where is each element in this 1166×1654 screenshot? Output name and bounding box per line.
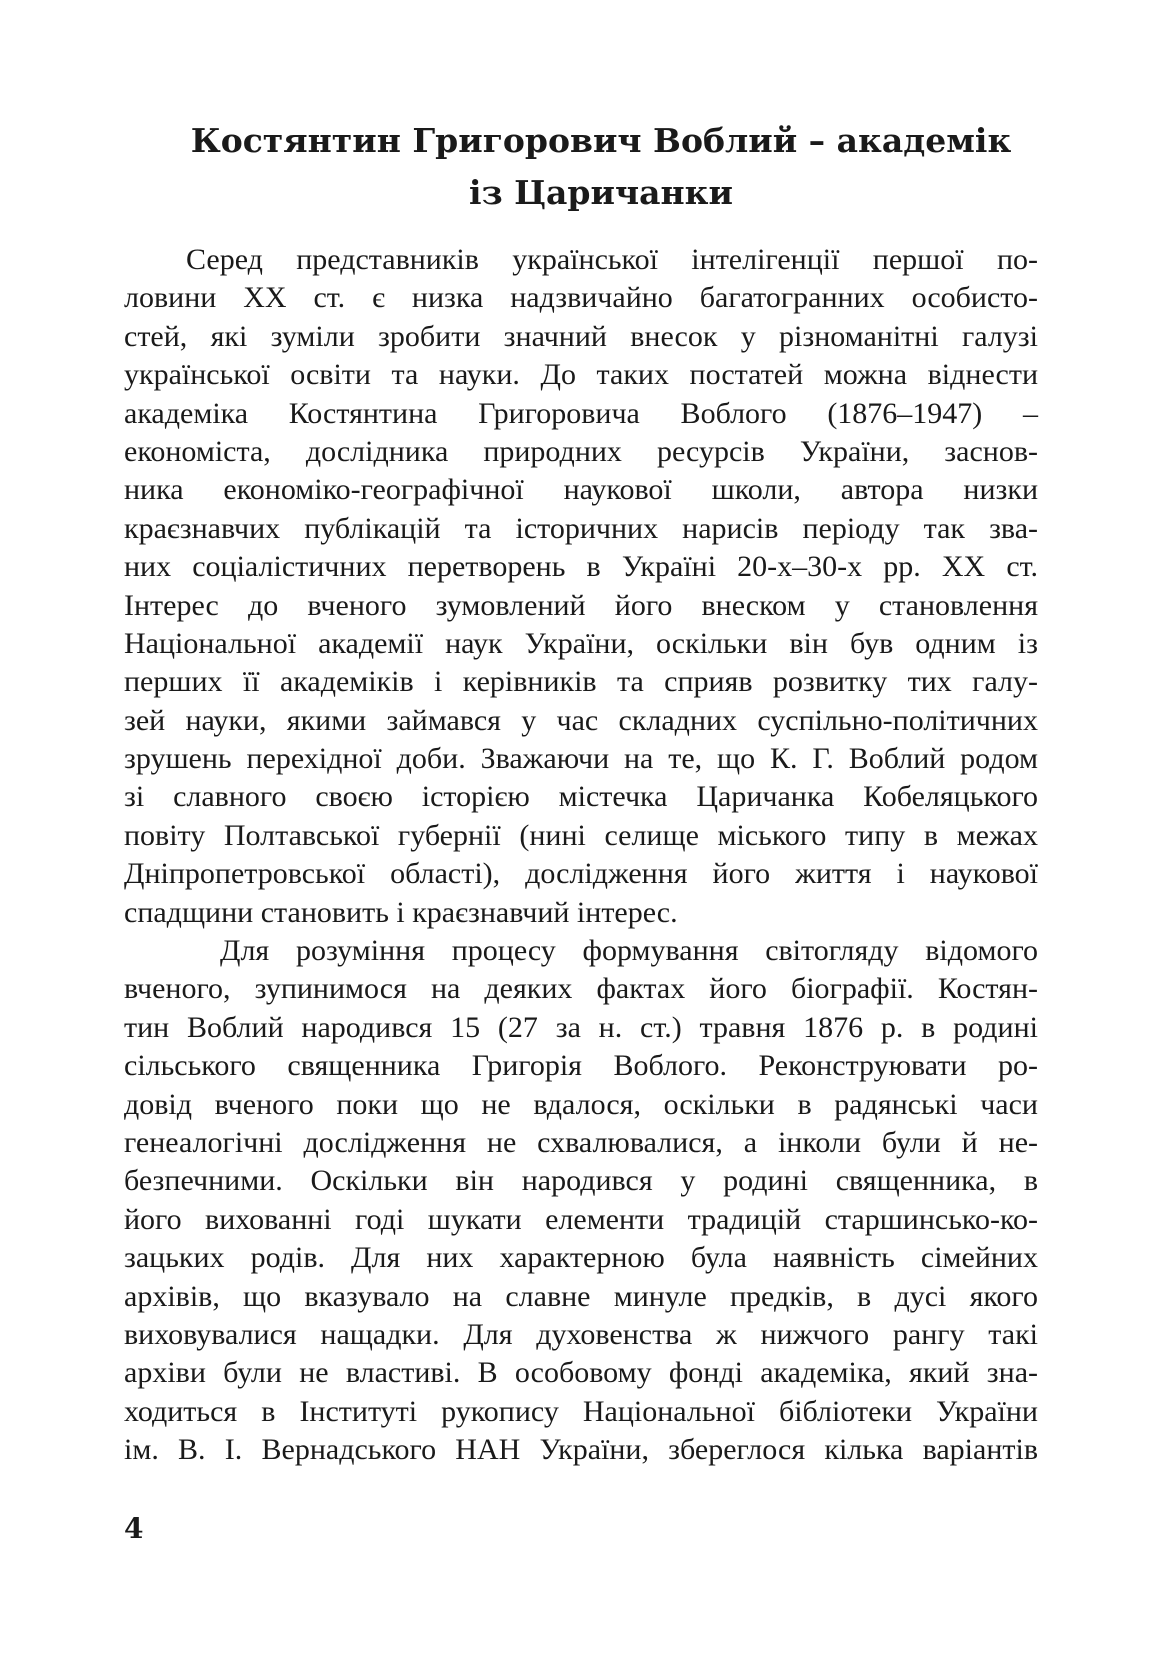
text-line: довід вченого поки що не вдалося, оскільки в радянські часи bbox=[124, 1087, 1038, 1121]
text-line: академіка Костянтина Григоровича Воблого (1876–1947) – bbox=[124, 396, 1038, 430]
paragraph-1 bbox=[124, 241, 1038, 932]
text-line: спадщини становить і краєзнавчий інтерес. bbox=[124, 895, 678, 929]
text-line: зі славного своєю історією містечка Царичанка Кобеляцького bbox=[124, 780, 1038, 814]
text-line: перших її академіків і керівників та сприяв розвитку тих галу- bbox=[124, 665, 1038, 699]
text-line: повіту Полтавської губернії (нині селище міського типу в межах bbox=[124, 818, 1038, 852]
text-line: економіста, дослідника природних ресурсів України, заснов- bbox=[124, 434, 1038, 468]
text-line: ловини XX ст. є низка надзвичайно багатогранних особисто- bbox=[124, 281, 1038, 315]
text-line: виховувалися нащадки. Для духовенства ж нижчого рангу такі bbox=[124, 1317, 1038, 1351]
text-line: сільського священника Григорія Воблого. Реконструювати ро- bbox=[124, 1049, 1038, 1083]
text-line: зацьких родів. Для них характерною була наявність сімейних bbox=[124, 1241, 1038, 1275]
document-page bbox=[124, 115, 1038, 1470]
text-line: ника економіко-географічної наукової школи, автора низки bbox=[124, 473, 1038, 507]
text-line: Серед представників української інтелігенції першої по- bbox=[186, 243, 1038, 276]
text-line: них соціалістичних перетворень в Україні 20-х–30-х рр. XX ст. bbox=[124, 550, 1038, 584]
text-line: генеалогічні дослідження не схвалювалися, а інколи були й не- bbox=[124, 1125, 1038, 1159]
text-line: тин Воблий народився 15 (27 за н. ст.) травня 1876 р. в родині bbox=[124, 1010, 1038, 1044]
chapter-title-line: із Царичанки bbox=[469, 173, 733, 212]
text-line: української освіти та науки. До таких постатей можна віднести bbox=[124, 358, 1038, 392]
text-line: Національної академії наук України, оскільки він був одним із bbox=[124, 626, 1038, 660]
text-line: безпечними. Оскільки він народився у родині священника, в bbox=[124, 1164, 1038, 1198]
text-line: ім. В. І. Вернадського НАН України, збереглося кілька варіантів bbox=[124, 1433, 1038, 1467]
text-line: Для розуміння процесу формування світогляду відомого bbox=[220, 934, 1038, 968]
paragraph-2 bbox=[124, 932, 1038, 1469]
text-line: краєзнавчих публікацій та історичних нарисів періоду так зва- bbox=[124, 511, 1038, 545]
chapter-title-line: Костянтин Григорович Воблий – академік bbox=[190, 121, 1012, 160]
text-line: зрушень перехідної доби. Зважаючи на те, що К. Г. Воблий родом bbox=[124, 742, 1038, 776]
text-line: зей науки, якими займався у час складних суспільно-політичних bbox=[124, 703, 1038, 737]
text-line: вченого, зупинимося на деяких фактах його біографії. Костян- bbox=[124, 972, 1038, 1006]
page-number: 4 bbox=[124, 1512, 144, 1545]
text-line: ходиться в Інституті рукопису Національної бібліотеки України bbox=[124, 1394, 1038, 1428]
chapter-title bbox=[164, 115, 1038, 219]
text-line: Дніпропетровської області), дослідження його життя і наукової bbox=[124, 857, 1038, 891]
text-line: архіви були не властиві. В особовому фонді академіка, який зна- bbox=[124, 1356, 1038, 1390]
text-line: його вихованні годі шукати елементи традицій старшинсько-ко- bbox=[124, 1202, 1038, 1236]
text-line: Інтерес до вченого зумовлений його внеском у становлення bbox=[124, 588, 1038, 622]
text-line: архівів, що вказувало на славне минуле предків, в дусі якого bbox=[124, 1279, 1038, 1313]
text-line: стей, які зуміли зробити значний внесок у різноманітні галузі bbox=[124, 319, 1038, 353]
